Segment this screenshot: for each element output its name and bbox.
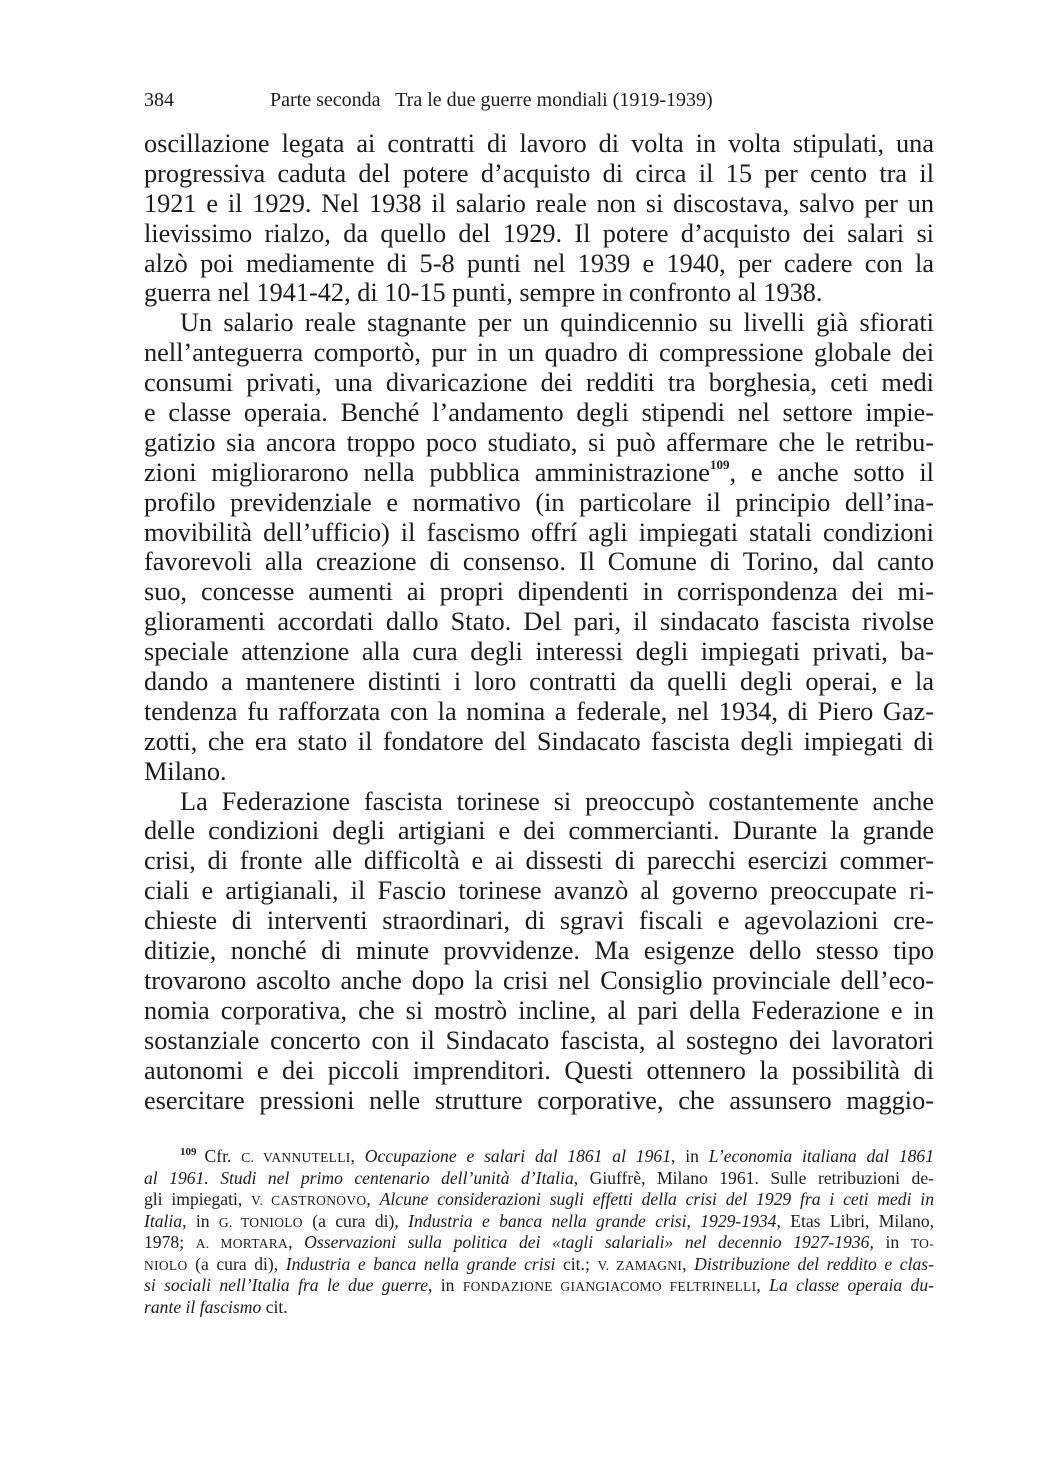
footnote-text: (a cura di), bbox=[302, 1210, 409, 1231]
text-line: nomia corporativa, che si mostrò incline, al pari della Federazione e in bbox=[144, 995, 934, 1025]
text-line: La Federazione fascista torinese si preoccupò costantemente anche bbox=[180, 786, 934, 816]
text-line: chieste di interventi straordinari, di sgravi fiscali e agevolazioni cre- bbox=[144, 906, 934, 936]
text-line: delle condizioni degli artigiani e dei commercianti. Durante la grande bbox=[144, 816, 934, 846]
body-text bbox=[144, 129, 934, 1115]
text-line: ciali e artigianali, il Fascio torinese avanzò al governo preoccupate ri- bbox=[144, 876, 934, 906]
footnote-text: Cfr. bbox=[204, 1146, 242, 1166]
footnote-line bbox=[144, 1297, 934, 1319]
text-line: 1921 e il 1929. Nel 1938 il salario reale non si discostava, salvo per un bbox=[144, 188, 934, 218]
text-fragment: , e anche sotto il bbox=[729, 457, 934, 487]
text-line: profilo previdenziale e normativo (in particolare il principio dell’ina- bbox=[144, 487, 934, 517]
footnote-text: , Giuffrè, Milano 1961. Sulle retribuzioni de- bbox=[573, 1167, 934, 1188]
running-head bbox=[144, 86, 934, 114]
footnote-line bbox=[144, 1254, 934, 1276]
footnote-text: , in bbox=[428, 1275, 463, 1295]
footnote-text: , in bbox=[869, 1232, 911, 1252]
footnote-text: , bbox=[366, 1189, 380, 1209]
page-number: 384 bbox=[144, 89, 174, 111]
work-title: Industria e banca nella grande crisi bbox=[285, 1253, 556, 1274]
footnote-text: (a cura di), bbox=[187, 1253, 286, 1274]
footnote-line bbox=[144, 1211, 934, 1233]
footnote-text: gli impiegati, bbox=[144, 1189, 252, 1209]
author-name: NIOLO bbox=[144, 1257, 188, 1273]
text-line: esercitare pressioni nelle strutture corporative, che assunsero maggio- bbox=[144, 1085, 934, 1115]
text-line: tendenza fu rafforzata con la nomina a federale, nel 1934, di Piero Gaz- bbox=[144, 696, 934, 726]
text-line: favorevoli alla creazione di consenso. Il Comune di Torino, dal canto bbox=[144, 547, 934, 577]
work-title: al 1961. Studi nel primo centenario dell’unità d’Italia bbox=[144, 1167, 574, 1188]
footnote-text: 1978; bbox=[144, 1232, 196, 1252]
footnote-text: , bbox=[288, 1232, 305, 1252]
footnote-text: , bbox=[350, 1146, 365, 1166]
text-line: Un salario reale stagnante per un quindicennio su livelli già sfiorati bbox=[180, 308, 934, 338]
footnote-text: , Etas Libri, Milano, bbox=[776, 1210, 935, 1231]
running-title: Parte seconda Tra le due guerre mondiali (1919-1939) bbox=[270, 89, 713, 111]
text-line: progressiva caduta del potere d’acquisto di circa il 15 per cento tra il bbox=[144, 158, 934, 188]
footnote-line bbox=[144, 1189, 934, 1211]
text-line: speciale attenzione alla cura degli interessi degli impiegati privati, ba- bbox=[144, 637, 934, 667]
work-title: Distribuzione del reddito e clas- bbox=[694, 1253, 934, 1274]
text-line: ditizie, nonché di minute provvidenze. Ma esigenze dello stesso tipo bbox=[144, 936, 934, 966]
work-title: La classe operaia du- bbox=[769, 1275, 934, 1295]
footnote-text: cit.; bbox=[555, 1253, 598, 1274]
author-name: FONDAZIONE GIANGIACOMO FELTRINELLI bbox=[462, 1279, 757, 1294]
footnote-line bbox=[144, 1232, 934, 1254]
footnote-line bbox=[144, 1146, 934, 1168]
work-title: rante il fascismo bbox=[144, 1296, 262, 1317]
work-title: Occupazione e salari dal 1861 al 1961 bbox=[364, 1146, 671, 1166]
footnote-text: , in bbox=[182, 1210, 219, 1231]
footnote-text: cit. bbox=[261, 1296, 288, 1317]
text-line: lievissimo rialzo, da quello del 1929. Il potere d’acquisto dei salari si bbox=[144, 218, 934, 248]
footnote-number: 109 bbox=[180, 1146, 197, 1158]
author-name: V. CASTRONOVO bbox=[251, 1193, 367, 1208]
author-name: C. VANNUTELLI bbox=[241, 1150, 351, 1165]
text-line: oscillazione legata ai contratti di lavoro di volta in volta stipulati, una bbox=[144, 129, 934, 158]
text-line: guerra nel 1941-42, di 10-15 punti, sempre in confronto al 1938. bbox=[144, 278, 823, 308]
text-line: dando a mantenere distinti i loro contratti da quelli degli operai, e la bbox=[144, 667, 934, 697]
text-line: gatizio sia ancora troppo poco studiato, si può affermare che le retribu- bbox=[144, 427, 934, 457]
text-line: zotti, che era stato il fondatore del Sindacato fascista degli impiegati di bbox=[144, 726, 934, 756]
author-name: V. ZAMAGNI bbox=[597, 1257, 683, 1273]
work-title: Alcune considerazioni sugli effetti della crisi del 1929 fra i ceti medi in bbox=[379, 1189, 934, 1209]
work-title: L’economia italiana dal 1861 bbox=[708, 1146, 935, 1166]
text-line: Milano. bbox=[144, 756, 227, 786]
text-line: consumi privati, una divaricazione dei redditi tra borghesia, ceti medi bbox=[144, 368, 934, 398]
work-title: Industria e banca nella grande crisi, 1929-1934 bbox=[408, 1210, 777, 1231]
text-fragment: zioni migliorarono nella pubblica amministrazione bbox=[144, 457, 710, 487]
text-line: nell’anteguerra comportò, pur in un quadro di compressione globale dei bbox=[144, 338, 934, 368]
footnote-text: , bbox=[682, 1253, 695, 1274]
text-line: crisi, di fronte alle difficoltà e ai dissesti di parecchi esercizi commer- bbox=[144, 846, 934, 876]
footnote-109 bbox=[144, 1146, 934, 1318]
footnote-text: , in bbox=[671, 1146, 709, 1166]
text-line: suo, concesse aumenti ai propri dipendenti in corrispondenza dei mi- bbox=[144, 577, 934, 607]
text-line: e classe operaia. Benché l’andamento degli stipendi nel settore impie- bbox=[144, 398, 934, 428]
author-name: A. MORTARA bbox=[195, 1236, 289, 1251]
text-line: glioramenti accordati dallo Stato. Del pari, il sindacato fascista rivolse bbox=[144, 607, 934, 637]
footnote-text: , bbox=[756, 1275, 770, 1295]
text-line: movibilità dell’ufficio) il fascismo offrí agli impiegati statali condizioni bbox=[144, 517, 934, 547]
work-title: Osservazioni sulla politica dei «tagli salariali» nel decennio 1927-1936 bbox=[304, 1232, 870, 1252]
text-line bbox=[144, 458, 934, 488]
text-line: alzò poi mediamente di 5-8 punti nel 1939 e 1940, per cadere con la bbox=[144, 248, 934, 278]
footnote-reference[interactable]: 109 bbox=[709, 456, 730, 472]
footnote-line bbox=[144, 1168, 934, 1190]
text-line: trovarono ascolto anche dopo la crisi nel Consiglio provinciale dell’eco- bbox=[144, 965, 934, 995]
footnote-line bbox=[144, 1275, 934, 1297]
work-title: Italia bbox=[144, 1210, 183, 1231]
work-title: si sociali nell’Italia fra le due guerre bbox=[144, 1275, 429, 1295]
author-name: G. TONIOLO bbox=[218, 1214, 303, 1230]
text-line: sostanziale concerto con il Sindacato fascista, al sostegno dei lavoratori bbox=[144, 1025, 934, 1055]
author-name: TO- bbox=[910, 1236, 934, 1251]
text-line: autonomi e dei piccoli imprenditori. Questi ottennero la possibilità di bbox=[144, 1055, 934, 1085]
